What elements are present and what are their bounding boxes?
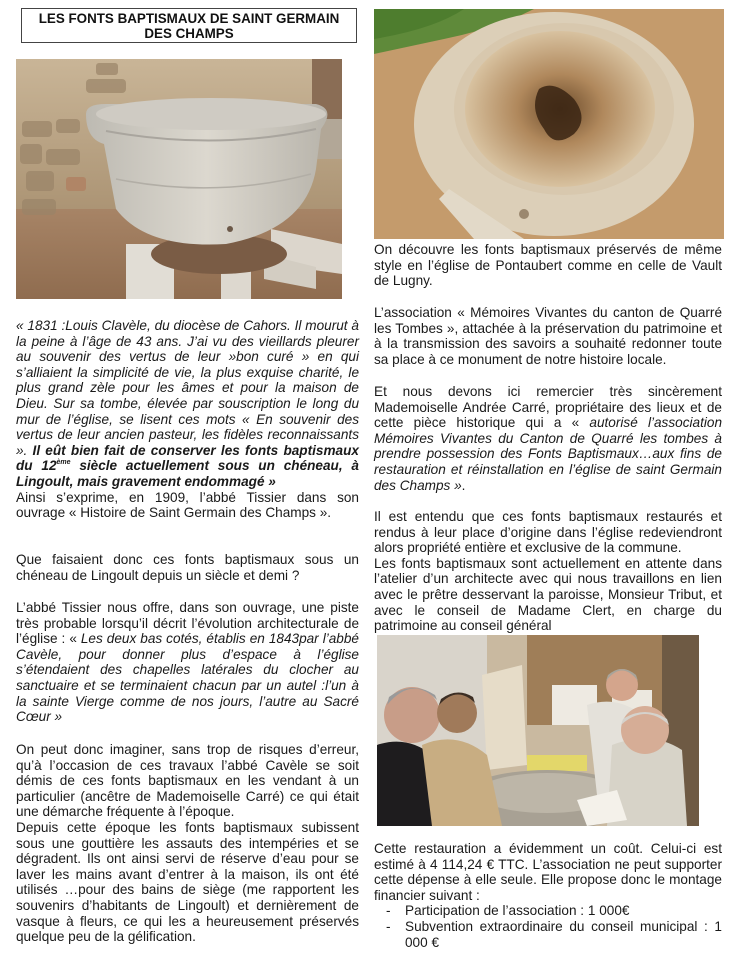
quote-bold-part-2: siècle actuellement sous un chéneau, à Lingoult, mais gravement endommagé » — [16, 458, 359, 489]
ownership-paragraph — [374, 509, 722, 634]
stone-font-image — [16, 59, 342, 299]
thanks-intro: Et nous devons ici remercier très sincèrement Mademoiselle Andrée Carré, propriétaire des lieux et de cette pièce historique qui a « — [374, 384, 722, 431]
financing-item — [374, 919, 722, 950]
tissier-quote-paragraph — [16, 318, 359, 521]
evolution-quote: Les deux bas cotés, établis en 1843par l’abbé Cavèle, pour donner plus d’espace à l’église s’étendaient des chapelles latérales du clocher au sanctuaire et se terminaient chacun par un autel :l’un à la sainte Vierge comme de nos jours, l’autre au Sacré Cœur » — [16, 631, 359, 725]
thanks-end: . — [461, 477, 466, 493]
question-text: Que faisaient donc ces fonts baptismaux sous un chéneau de Lingoult depuis un siècle et demi ? — [16, 552, 359, 583]
discovery-text: On découvre les fonts baptismaux préservés de même style en l’église de Pontaubert comme en celle de Vault de Lugny. — [374, 242, 722, 289]
attribution-text: Ainsi s’exprime, en 1909, l’abbé Tissier dans son ouvrage « Histoire de Saint Germain des Champs ». — [16, 489, 359, 521]
hypothesis-text: On peut donc imaginer, sans trop de risques d’erreur, qu’à l’occasion de ces travaux l’abbé Cavèle se soit démis de ces fonts baptismaux en les vendant à un particulier (ancêtre de Mademoiselle Carré) ce qui était une démarche fréquente à l’époque. — [16, 742, 359, 820]
ownership-text: Il est entendu que ces fonts baptismaux restaurés et rendus à leur place d’origine dans l’église redeviendront alors propriété entière et exclusive de la commune. — [374, 509, 722, 556]
hypothesis-paragraph — [16, 742, 359, 945]
article-title-line-1: LES FONTS BAPTISMAUX DE SAINT GERMAIN — [38, 11, 340, 26]
evolution-paragraph — [16, 600, 359, 725]
financing-item-text: Participation de l’association : 1 000€ — [405, 903, 630, 919]
thanks-quote: autorisé l’association Mémoires Vivantes du Canton de Quarré les tombes à prendre possession des Fonts Baptismaux…aux fins de restauration et réinstallation en l’église de saint Germain des Champs » — [374, 415, 723, 493]
since-text: Depuis cette époque les fonts baptismaux subissent sous une gouttière les assauts des intempéries et se dégradent. Ils ont ainsi servi de réserve d’eau pour se laver les mains avant d’entrer à la maison, ils ont été utilisés …pour des bains de siège (me rapportent les souvenirs d’habitants de Lingoult) et dernièrement de vasque à fleurs, ce qui les a heureusement préservés quelque peu de la gélification. — [16, 819, 359, 945]
quote-superscript: ème — [56, 459, 71, 467]
evolution-intro: L’abbé Tissier nous offre, dans son ouvrage, une piste très probable lorsqu’il décrit l’évolution architecturale de l’église : « — [16, 600, 359, 647]
article-title — [21, 8, 357, 43]
financing-item-bullet: - — [386, 918, 391, 934]
financing-list — [374, 903, 722, 950]
question-paragraph — [16, 552, 359, 583]
article-title-line-2: DES CHAMPS — [144, 26, 234, 41]
discovery-paragraph — [374, 242, 722, 289]
cost-text: Cette restauration a évidemment un coût. Celui-ci est estimé à 4 114,24 € TTC. L’association ne peut supporter cette dépense à elle seule. Elle propose donc le montage financier suivant : — [374, 841, 722, 903]
thanks-paragraph — [374, 384, 722, 493]
quote-bold-part-1: Il eût bien fait de conserver les fonts baptismaux du 12 — [16, 442, 359, 474]
financing-item-bullet: - — [386, 903, 391, 919]
workshop-text: Les fonts baptismaux sont actuellement en attente dans l’atelier d’un architecte avec qui nous travaillons en lien avec le prêtre desservant la paroisse, Monsieur Tribut, et avec le conseil de Madame Clert, en charge du patrimoine au conseil général — [374, 555, 722, 634]
workshop-meeting-image — [377, 635, 699, 826]
font-top-view-image — [374, 9, 724, 239]
association-paragraph — [374, 305, 722, 367]
financing-item — [374, 903, 722, 919]
font-outdoor-photo — [16, 59, 342, 299]
font-top-view-photo — [374, 9, 724, 239]
financing-item-text: Subvention extraordinaire du conseil municipal : 1 000 € — [405, 918, 722, 950]
cost-paragraph — [374, 841, 722, 950]
association-text: L’association « Mémoires Vivantes du canton de Quarré les Tombes », attachée à la préservation du patrimoine et à la transmission des savoirs a souhaité redonner toute sa place à ce monument de notre histoire locale. — [374, 305, 722, 367]
workshop-photo — [377, 635, 699, 826]
quote-intro: « 1831 :Louis Clavèle, du diocèse de Cahors. Il mourut à la peine à l’âge de 43 ans. J’ai vu des vieillards pleurer au souvenir des vertus de leur »bon curé » en qui s’alliaient la simplicité de vie, la plus exquise charité, le plus grand zèle pour les âmes et pour la maison de Dieu. Sur sa tombe, élevée par souscription le long du mur de l’église, se lisent ces mots « En souvenir des vertus de leur ancien pasteur, les fidèles reconnaissants ». — [16, 318, 359, 458]
